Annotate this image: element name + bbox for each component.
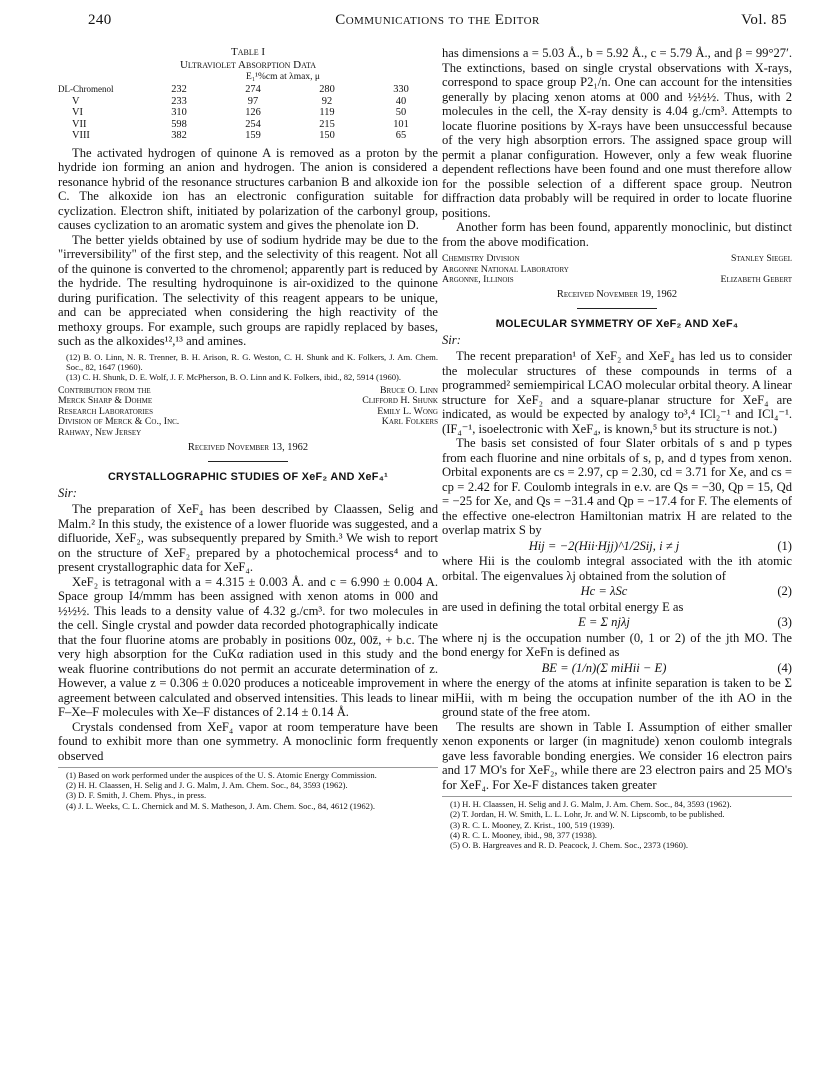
- footnote: (5) O. B. Hargreaves and R. D. Peacock, J. Chem. Soc., 2373 (1960).: [450, 840, 689, 851]
- paragraph: The better yields obtained by use of sodium hydride may be due to the "irreversibility" of the first step, and the selectivity of this reagent. Not all of the quinone is converted to the chromenol; apparently part is reduced by the hydride. The resulting hydroquinone is air-oxidized to the quinone during purification. The selectivity of this reagent appears to be unique, and can be appreciated when considering the high reactivity of the methoxy groups. For example, such groups are rapidly replaced by bases, such as the alkoxides¹²,¹³ and amines.: [58, 232, 438, 349]
- table-units: E₁¹%cm at λmax, μ: [246, 72, 320, 82]
- equation-number: (1): [777, 538, 792, 553]
- footnote: (3) D. F. Smith, J. Chem. Phys., in press.: [66, 790, 207, 801]
- paragraph: are used in defining the total orbital energy E as: [442, 599, 684, 614]
- author-name: Stanley Siegel: [731, 253, 792, 264]
- footnote-divider: [442, 796, 792, 797]
- affiliation-text: Argonne, Illinois: [442, 274, 514, 286]
- equation-number: (4): [777, 660, 792, 675]
- footnote: (12) B. O. Linn, N. R. Trenner, B. H. Arison, R. G. Weston, C. H. Shunk and K. Folkers, J. Am. Chem. Soc., 82, 1647 (1960).: [66, 351, 438, 373]
- table-cell: 215: [319, 118, 335, 130]
- table-cell: VI: [72, 107, 83, 119]
- running-head: [88, 12, 787, 36]
- paragraph: where Hii is the coulomb integral associated with the ith atomic orbital. The eigenvalues λj obtained from the solution of: [442, 554, 792, 583]
- table-title: Table I: [230, 46, 266, 58]
- table-row: [58, 107, 438, 119]
- equation-body: Hij = −2(Hii·Hjj)^1/2Sij, i ≠ j: [528, 538, 680, 553]
- table-caption: Ultraviolet Absorption Data: [179, 59, 317, 71]
- uv-absorption-table: [58, 84, 438, 142]
- footnote-divider: [58, 767, 438, 768]
- table-cell: VII: [72, 118, 87, 130]
- paragraph: where nj is the occupation number (0, 1 or 2) of the jth MO. The bond energy for XeFn is defined as: [442, 630, 792, 660]
- footnote: (1) H. H. Claassen, H. Selig and J. G. Malm, J. Am. Chem. Soc., 84, 3593 (1962).: [450, 799, 732, 810]
- journal-section-title: Communications to the Editor: [335, 12, 540, 28]
- footnote: (3) R. C. L. Mooney, Z. Krist., 100, 519 (1939).: [450, 819, 615, 830]
- table-row: [58, 96, 438, 108]
- table-cell: 274: [245, 84, 261, 95]
- table-cell: 280: [319, 84, 335, 95]
- paragraph: where the energy of the atoms at infinite separation is taken to be Σ miHii, with m being the occupation number of the ith AO in the ground state of the free atom.: [442, 676, 792, 720]
- table-cell: 126: [245, 107, 261, 119]
- table-cell: 97: [247, 95, 259, 107]
- paragraph: Another form has been found, apparently monoclinic, but distinct from the above modification.: [442, 220, 792, 249]
- table-cell: 310: [171, 107, 187, 119]
- table-cell: 119: [319, 107, 335, 119]
- paragraph: The preparation of XeF₄ has been described by Claassen, Selig and Malm.² In this study, the existence of a lower fluoride was suggested, and a difluoride, XeF₂, was subsequently prepared by Smith.³ We wish to report on the structure of XeF₂ prepared by a photochemical process⁴ and to present crystallographic data for XeF₄.: [58, 502, 438, 575]
- section-divider: [577, 308, 657, 309]
- affiliation-text: Division of Merck & Co., Inc.: [58, 416, 180, 428]
- table-cell: 233: [171, 95, 187, 107]
- table-row: [58, 119, 438, 131]
- paragraph: The activated hydrogen of quinone A is removed as a proton by the hydride ion forming an anion and hydrogen. The anion is considered a resonance hybrid of the resonance structures carbanion B and alkoxide ion C. The alkoxide ion has an electronic configuration suitable for cyclization. Electron shift, initiated by polarization of the carbonyl group, causes cyclization to an aromatic system and gives the phenolate ion D.: [58, 145, 438, 233]
- table-cell: 150: [319, 130, 335, 142]
- table-cell: 92: [321, 95, 333, 107]
- author-name: Emily L. Wong: [377, 405, 438, 417]
- equation-number: (2): [777, 584, 792, 599]
- signature-line: [442, 275, 792, 286]
- table-cell: VIII: [72, 130, 90, 142]
- salutation: Sir:: [58, 485, 77, 500]
- left-column: [58, 46, 438, 811]
- affiliation-text: Contribution from the: [58, 384, 151, 396]
- table-cell: 159: [245, 130, 261, 142]
- affiliation-text: Rahway, New Jersey: [58, 426, 142, 438]
- table-cell: 382: [171, 130, 187, 142]
- footnote: (13) C. H. Shunk, D. E. Wolf, J. F. McPherson, B. O. Linn and K. Folkers, ibid., 82, 5914 (1960).: [66, 372, 402, 383]
- article-heading: MOLECULAR SYMMETRY OF XeF₂ AND XeF₄: [495, 318, 739, 331]
- equation-number: (3): [777, 615, 792, 630]
- table-cell: V: [72, 95, 80, 107]
- equation-body: E = Σ njλj: [578, 615, 630, 630]
- equation-body: Hc = λSc: [580, 584, 628, 599]
- table-cell: 50: [395, 107, 407, 119]
- footnote: (4) J. L. Weeks, C. L. Chernick and M. S. Matheson, J. Am. Chem. Soc., 84, 4612 (1962).: [66, 800, 375, 811]
- author-signature-block: [58, 386, 438, 455]
- equation-2: [442, 583, 792, 600]
- table-cell: 101: [393, 118, 409, 130]
- received-date: Received November 19, 1962: [556, 288, 678, 300]
- author-name: Bruce O. Linn: [379, 384, 438, 396]
- author-signature-block: [442, 254, 792, 302]
- equation-1: [442, 538, 792, 555]
- paragraph: XeF₂ is tetragonal with a = 4.315 ± 0.003 Å. and c = 6.990 ± 0.004 A. Space group I4/mmm has been assigned with xenon atoms in 000 and ½½½. This leads to a density value of 4.32 g./cm³. for two molecules in the cell. Single crystal and powder data recorded photographically indicate that the four fluorine atoms are probably in positions 00z, 00z̄, + b.c. The very high absorption for the CuKα radiation used in this study and the weak fluorine contributions do not permit an accurate determination of z. However, a value z = 0.306 ± 0.020 produces a noticeable improvement in agreement between calculated and observed intensities. This leads to linear F–Xe–F molecules with Xe–F distances of 2.14 ± 0.14 Å.: [58, 574, 438, 720]
- table-cell: 65: [395, 130, 407, 142]
- signature-line: [442, 254, 792, 265]
- paragraph: The basis set consisted of four Slater orbitals of s and p types from each fluorine and nine orbitals of s, p, and d types from xenon. Orbital exponents are cs = 2.97, cp = 2.30, cd = 3.71 for Xe, and cs = cp = 2.42 for F. Coulomb integrals in e.v. are Qs = −30, Qp = 15, Qd = −25 for Xe, and Qs = −31.4 and Qp = −17.4 for F. The elements of the effective one-electron Hamiltonian matrix H are related to the overlap matrix S by: [442, 436, 792, 538]
- footnote: (1) Based on work performed under the auspices of the U. S. Atomic Energy Commission.: [66, 770, 377, 781]
- affiliation-text: Chemistry Division: [442, 253, 520, 264]
- section-divider: [208, 461, 288, 462]
- footnote: (2) H. H. Claassen, H. Selig and J. G. Malm, J. Am. Chem. Soc., 84, 3593 (1962).: [66, 780, 348, 791]
- received-date: Received November 13, 1962: [187, 441, 309, 453]
- equation-body: BE = (1/n)(Σ miHii − E): [541, 660, 667, 675]
- right-column: [442, 46, 792, 850]
- table-cell: 598: [171, 118, 187, 130]
- footnote: (4) R. C. L. Mooney, ibid., 98, 377 (1938).: [450, 829, 597, 840]
- author-name: Karl Folkers: [381, 416, 438, 428]
- table-cell: 40: [395, 95, 407, 107]
- equation-3: [442, 614, 792, 631]
- page-number: 240: [88, 12, 112, 28]
- table-row: [58, 84, 438, 96]
- table-cell: 254: [245, 118, 261, 130]
- affiliation-text: Merck Sharp & Dohme: [58, 395, 153, 407]
- paragraph: has dimensions a = 5.03 Å., b = 5.92 Å., c = 5.79 Å., and β = 99°27′. The extinctions, based on single crystal observations with X-rays, correspond to space group P2₁/n. One can account for the intensities generally by placing xenon atoms at 000 and ½½½. Thus, with 2 molecules in the cell, the X-ray density is 4.04 g./cm³. Attempts to locate fluorine positions by X-rays have been unsuccessful because of the very high absorption errors. The assigned space group will permit a planar configuration. However, only a few weak fluorine dependent reflections have been found and one must therefore allow for the possible selection of a different space group. Neutron diffraction data probably will be required in order to locate fluorine positions.: [442, 46, 792, 220]
- table-row: [58, 130, 438, 142]
- table-cell: 330: [393, 84, 409, 95]
- affiliation-text: Argonne National Laboratory: [442, 263, 569, 275]
- table-cell: DL-Chromenol: [58, 84, 114, 94]
- paragraph: Crystals condensed from XeF₄ vapor at room temperature have been found to exhibit more than one symmetry. A monoclinic form frequently observed: [58, 719, 438, 763]
- footnote: (2) T. Jordan, H. W. Smith, L. L. Lohr, Jr. and W. N. Lipscomb, to be published.: [450, 809, 725, 820]
- volume-label: Vol. 85: [741, 12, 787, 28]
- author-name: Clifford H. Shunk: [362, 395, 438, 407]
- paragraph: The results are shown in Table I. Assumption of either smaller xenon exponents or larger (in magnitude) xenon coulomb integrals gave less favorable bonding energies. We consider 16 electron pairs and 17 MO's for XeF₂, while there are 23 electron pairs and 25 MO's for XeF₄. For Xe-F distances taken greater: [442, 719, 792, 792]
- salutation: Sir:: [442, 332, 461, 347]
- signature-line: [58, 428, 438, 439]
- affiliation-text: Research Laboratories: [58, 405, 153, 417]
- table-cell: 232: [171, 84, 187, 95]
- equation-4: [442, 660, 792, 677]
- article-heading: CRYSTALLOGRAPHIC STUDIES OF XeF₂ AND XeF₄¹: [107, 471, 389, 484]
- paragraph: The recent preparation¹ of XeF₂ and XeF₄ has led us to consider the molecular structures of these compounds in terms of a programmed² semiempirical LCAO molecular orbital theory. A linear structure for XeF₂ and a square-planar structure for XeF₄ are indicated, as would be expected by analogy to³,⁴ ICl₂⁻¹ and ICl₄⁻¹. (IF₄⁻¹, isoelectronic with XeF₄, is known,⁵ but its structure is not.): [442, 349, 792, 436]
- author-name: Elizabeth Gebert: [720, 274, 792, 286]
